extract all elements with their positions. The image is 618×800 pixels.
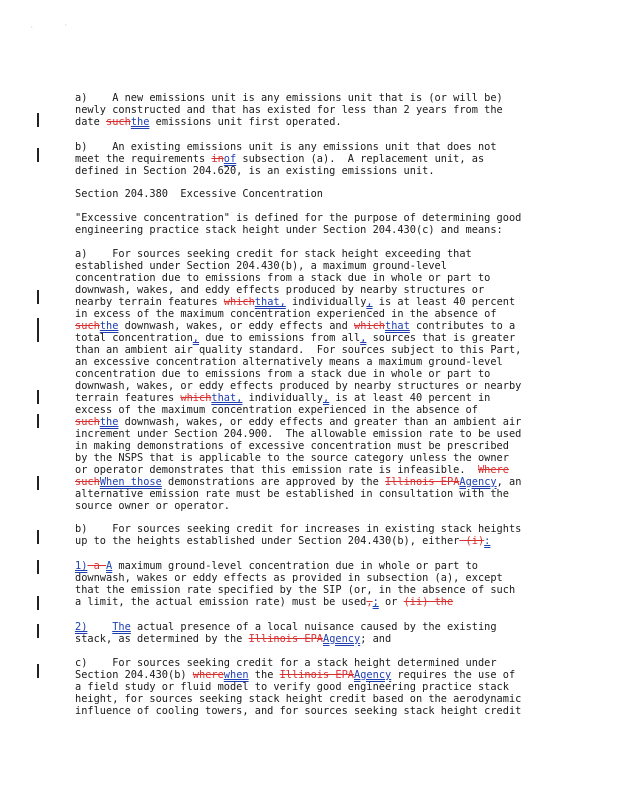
deleted-text: Illinois EPA [385, 476, 460, 488]
text-line [75, 332, 515, 345]
change-bar [37, 414, 39, 428]
inserted-text: , [360, 332, 367, 344]
change-bar [37, 664, 39, 678]
text-line: downwash, wakes, or eddy effects produced by nearby structures or nearby [75, 380, 522, 392]
text-line: downwash, wakes or eddy effects as provided in subsection (a), except [75, 572, 503, 584]
inserted-text: A [106, 560, 113, 572]
inserted-text: , [192, 332, 199, 344]
text-line: a) For sources seeking credit for stack height exceeding that [75, 248, 472, 260]
change-bar [37, 290, 39, 304]
change-bar [37, 476, 39, 490]
text-line: influence of cooling towers, and for sources seeking stack height credit [75, 705, 522, 717]
deleted-text: such [106, 116, 131, 128]
text-line [75, 392, 490, 405]
inserted-text: : [484, 535, 491, 547]
text-line: excess of the maximum concentration experienced in the absence of [75, 404, 478, 416]
text-line: by the NSPS that is applicable to the source category unless the owner [75, 452, 509, 464]
inserted-text: ; [372, 596, 379, 608]
text-line: height, for sources seeking stack height credit based on the aerodynamic [75, 693, 522, 705]
inserted-text: the [99, 320, 119, 332]
text-line: than an ambient air quality standard. For sources subject to this Part, [75, 344, 522, 356]
deleted-text: in [211, 153, 224, 165]
paragraph-b-line: b) An existing emissions unit is any emissions unit that does not [75, 141, 497, 153]
change-bar [37, 530, 39, 544]
deleted-text: such [75, 416, 100, 428]
text: a limit, the actual emission rate) must be used [75, 596, 367, 608]
text: or [378, 596, 404, 608]
change-bar [37, 596, 39, 610]
inserted-text: Agency [323, 633, 361, 645]
text: actual presence of a local nuisance caused by the existing [130, 621, 497, 633]
deleted-text: where [192, 669, 224, 681]
text: the [248, 669, 280, 681]
text-line: concentration due to emissions from a stack due in whole or part to [75, 368, 491, 380]
text: demonstrations are approved by the [161, 476, 385, 488]
inserted-text: that, [254, 296, 286, 308]
change-bar [37, 328, 39, 342]
change-bar [37, 113, 39, 127]
paragraph-a-line: a) A new emissions unit is any emissions unit that is (or will be) [75, 92, 503, 104]
scan-speck: · [64, 22, 68, 29]
inserted-text: that [385, 320, 410, 332]
text: or operator demonstrates that this emission rate is infeasible. [75, 464, 478, 476]
text-line: alternative emission rate must be established in consultation with the [75, 488, 509, 500]
deleted-text: Where [477, 464, 509, 476]
deleted-text: such [75, 476, 100, 488]
deleted-text: (ii) the [403, 596, 454, 608]
deleted-text: Illinois EPA [248, 633, 323, 645]
change-bar [37, 560, 39, 574]
definition-line: engineering practice stack height under Section 204.430(c) and means: [75, 224, 503, 236]
deleted-text: which [223, 296, 255, 308]
text: total concentration [75, 332, 193, 344]
text-line: established under Section 204.430(b), a maximum ground-level [75, 260, 447, 272]
text: emissions unit first operated. [149, 116, 342, 128]
deleted-text: (i) [459, 535, 485, 547]
text-line [75, 633, 391, 646]
text [87, 621, 112, 633]
deleted-text: which [354, 320, 385, 332]
inserted-text: of [223, 153, 237, 165]
paragraph-a-line [75, 116, 342, 129]
inserted-text: The [112, 621, 131, 633]
text: up to the heights established under Section 204.430(b), either [75, 535, 460, 547]
text: individually [285, 296, 367, 308]
text-line [75, 621, 497, 634]
text: subsection (a). A replacement unit, as [236, 153, 485, 165]
text: sources that is greater [366, 332, 516, 344]
inserted-text: the [130, 116, 150, 128]
text: is at least 40 percent [372, 296, 516, 308]
text: downwash, wakes, or eddy effects and [118, 320, 354, 332]
text-line: b) For sources seeking credit for increases in existing stack heights [75, 523, 522, 535]
deleted-text: Illinois EPA [279, 669, 355, 681]
deleted-text: , [366, 596, 373, 608]
inserted-text: the [99, 416, 119, 428]
text-line: increment under Section 204.900. The allowable emission rate to be used [75, 428, 522, 440]
text-line [75, 476, 521, 489]
text: stack, as determined by the [75, 633, 249, 645]
text: Section 204.430(b) [75, 669, 193, 681]
text-line: downwash, wakes, and eddy effects produced by nearby structures or [75, 284, 485, 296]
inserted-text: Agency [354, 669, 392, 681]
deleted-text: which [180, 392, 212, 404]
text-line [75, 535, 490, 548]
text: is at least 40 percent in [329, 392, 491, 404]
text: ; and [360, 633, 392, 645]
text-line: an excessive concentration alternatively means a maximum ground-level [75, 356, 503, 368]
paragraph-b-line [75, 153, 484, 166]
section-heading: Section 204.380 Excessive Concentration [75, 188, 323, 200]
inserted-text: , [322, 392, 330, 404]
text: requires the use of [391, 669, 516, 681]
text-line [75, 669, 515, 682]
text: contributes to a [409, 320, 516, 332]
text-line [75, 296, 515, 309]
text: terrain features [75, 392, 181, 404]
definition-line: "Excessive concentration" is defined for the purpose of determining good [75, 212, 522, 224]
scan-speck: · [30, 24, 34, 31]
text: maximum ground-level concentration due in whole or part to [112, 560, 478, 572]
text: downwash, wakes, or eddy effects and greater than an ambient air [118, 416, 522, 428]
change-bar [37, 390, 39, 404]
text-line [75, 464, 509, 477]
text-line [75, 416, 521, 429]
text: due to emissions from all [199, 332, 361, 344]
text: individually [242, 392, 323, 404]
text-line: in making demonstrations of excessive concentration must be prescribed [75, 440, 509, 452]
text-line: source owner or operator. [75, 500, 230, 512]
inserted-text: 2) [75, 621, 88, 633]
text: , an [496, 476, 522, 488]
inserted-text: when [223, 669, 249, 681]
inserted-text: , [366, 296, 373, 308]
change-bar [37, 148, 39, 162]
text-line [75, 560, 478, 573]
text-line: concentration due to emissions from a stack due in whole or part to [75, 272, 491, 284]
text-line: that the emission rate specified by the SIP (or, in the absence of such [75, 584, 516, 596]
text: meet the requirements [75, 153, 212, 165]
text: nearby terrain features [75, 296, 224, 308]
text-line [75, 596, 453, 609]
text-line: c) For sources seeking credit for a stack height determined under [75, 657, 497, 669]
paragraph-a-line: newly constructed and that has existed for less than 2 years from the [75, 104, 503, 116]
paragraph-b-line: defined in Section 204.620, is an existing emissions unit. [75, 165, 435, 177]
text-line: a field study or fluid model to verify good engineering practice stack [75, 681, 509, 693]
text-line: in excess of the maximum concentration experienced in the absence of [75, 308, 497, 320]
text: date [75, 116, 106, 128]
change-bar [37, 624, 39, 638]
deleted-text: a [87, 560, 107, 572]
text-line [75, 320, 515, 333]
inserted-text: When those [99, 476, 162, 488]
inserted-text: Agency [459, 476, 497, 488]
deleted-text: such [75, 320, 100, 332]
inserted-text: that, [211, 392, 243, 404]
inserted-text: 1) [75, 560, 88, 572]
